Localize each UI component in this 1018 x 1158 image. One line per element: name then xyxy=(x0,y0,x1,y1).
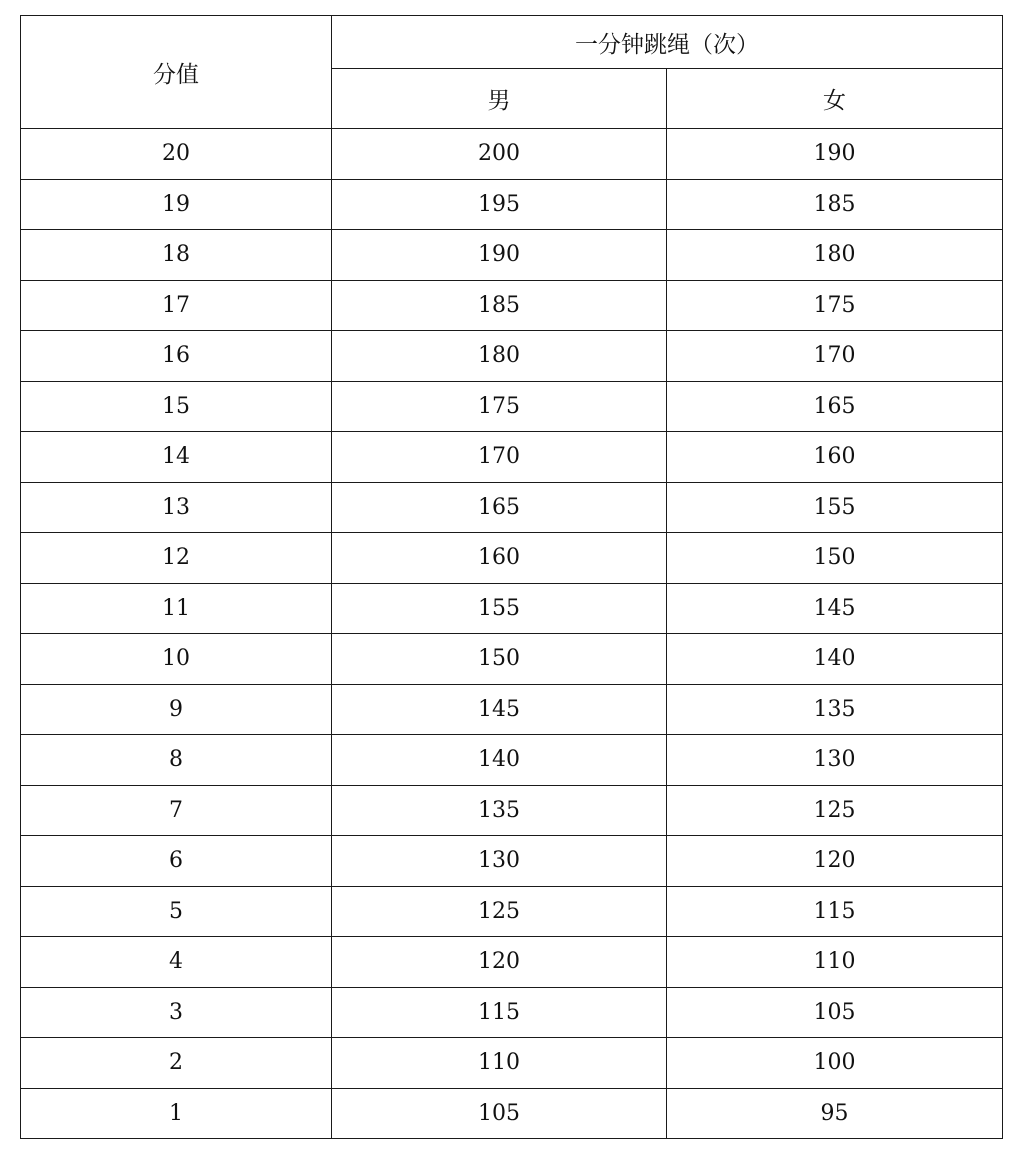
table-row xyxy=(21,280,1003,331)
score-header: 分值 xyxy=(21,16,332,129)
male-count-cell: 170 xyxy=(332,432,667,483)
female-header: 女 xyxy=(667,69,1003,129)
male-count-cell: 195 xyxy=(332,179,667,230)
male-count-cell: 200 xyxy=(332,129,667,180)
score-cell: 5 xyxy=(21,886,332,937)
male-count-cell: 155 xyxy=(332,583,667,634)
female-count-cell: 170 xyxy=(667,331,1003,382)
female-count-cell: 155 xyxy=(667,482,1003,533)
table-row xyxy=(21,583,1003,634)
female-count-cell: 175 xyxy=(667,280,1003,331)
score-cell: 8 xyxy=(21,735,332,786)
male-count-cell: 135 xyxy=(332,785,667,836)
score-cell: 9 xyxy=(21,684,332,735)
male-count-cell: 140 xyxy=(332,735,667,786)
table-row xyxy=(21,836,1003,887)
table-row xyxy=(21,937,1003,988)
table-body xyxy=(21,129,1003,1139)
jump-rope-header: 一分钟跳绳（次） xyxy=(332,16,1003,69)
table-row xyxy=(21,230,1003,281)
score-cell: 20 xyxy=(21,129,332,180)
male-count-cell: 110 xyxy=(332,1038,667,1089)
male-count-cell: 160 xyxy=(332,533,667,584)
female-count-cell: 135 xyxy=(667,684,1003,735)
male-count-cell: 120 xyxy=(332,937,667,988)
female-count-cell: 95 xyxy=(667,1088,1003,1139)
table-row xyxy=(21,533,1003,584)
table-row xyxy=(21,1038,1003,1089)
score-cell: 4 xyxy=(21,937,332,988)
score-cell: 10 xyxy=(21,634,332,685)
female-count-cell: 190 xyxy=(667,129,1003,180)
male-count-cell: 130 xyxy=(332,836,667,887)
male-count-cell: 105 xyxy=(332,1088,667,1139)
female-count-cell: 165 xyxy=(667,381,1003,432)
male-header: 男 xyxy=(332,69,667,129)
score-cell: 15 xyxy=(21,381,332,432)
male-count-cell: 125 xyxy=(332,886,667,937)
table-row xyxy=(21,381,1003,432)
score-cell: 19 xyxy=(21,179,332,230)
male-count-cell: 190 xyxy=(332,230,667,281)
female-count-cell: 115 xyxy=(667,886,1003,937)
score-cell: 18 xyxy=(21,230,332,281)
scoring-table xyxy=(20,15,1003,1139)
male-count-cell: 115 xyxy=(332,987,667,1038)
table-row xyxy=(21,785,1003,836)
score-cell: 7 xyxy=(21,785,332,836)
table-row xyxy=(21,1088,1003,1139)
male-count-cell: 150 xyxy=(332,634,667,685)
table-row xyxy=(21,179,1003,230)
female-count-cell: 150 xyxy=(667,533,1003,584)
female-count-cell: 185 xyxy=(667,179,1003,230)
score-cell: 13 xyxy=(21,482,332,533)
score-cell: 2 xyxy=(21,1038,332,1089)
score-cell: 6 xyxy=(21,836,332,887)
table-row xyxy=(21,331,1003,382)
score-cell: 12 xyxy=(21,533,332,584)
score-cell: 16 xyxy=(21,331,332,382)
male-count-cell: 145 xyxy=(332,684,667,735)
female-count-cell: 130 xyxy=(667,735,1003,786)
male-count-cell: 185 xyxy=(332,280,667,331)
male-count-cell: 180 xyxy=(332,331,667,382)
female-count-cell: 145 xyxy=(667,583,1003,634)
female-count-cell: 180 xyxy=(667,230,1003,281)
female-count-cell: 110 xyxy=(667,937,1003,988)
table-row xyxy=(21,634,1003,685)
table-row xyxy=(21,886,1003,937)
score-cell: 1 xyxy=(21,1088,332,1139)
female-count-cell: 140 xyxy=(667,634,1003,685)
table-row xyxy=(21,432,1003,483)
table-row xyxy=(21,987,1003,1038)
score-cell: 3 xyxy=(21,987,332,1038)
female-count-cell: 100 xyxy=(667,1038,1003,1089)
table-row xyxy=(21,735,1003,786)
female-count-cell: 105 xyxy=(667,987,1003,1038)
female-count-cell: 160 xyxy=(667,432,1003,483)
table-row xyxy=(21,482,1003,533)
female-count-cell: 120 xyxy=(667,836,1003,887)
male-count-cell: 175 xyxy=(332,381,667,432)
score-cell: 14 xyxy=(21,432,332,483)
table-row xyxy=(21,129,1003,180)
table-row xyxy=(21,684,1003,735)
header-row-group xyxy=(21,16,1003,69)
score-cell: 17 xyxy=(21,280,332,331)
female-count-cell: 125 xyxy=(667,785,1003,836)
male-count-cell: 165 xyxy=(332,482,667,533)
score-cell: 11 xyxy=(21,583,332,634)
